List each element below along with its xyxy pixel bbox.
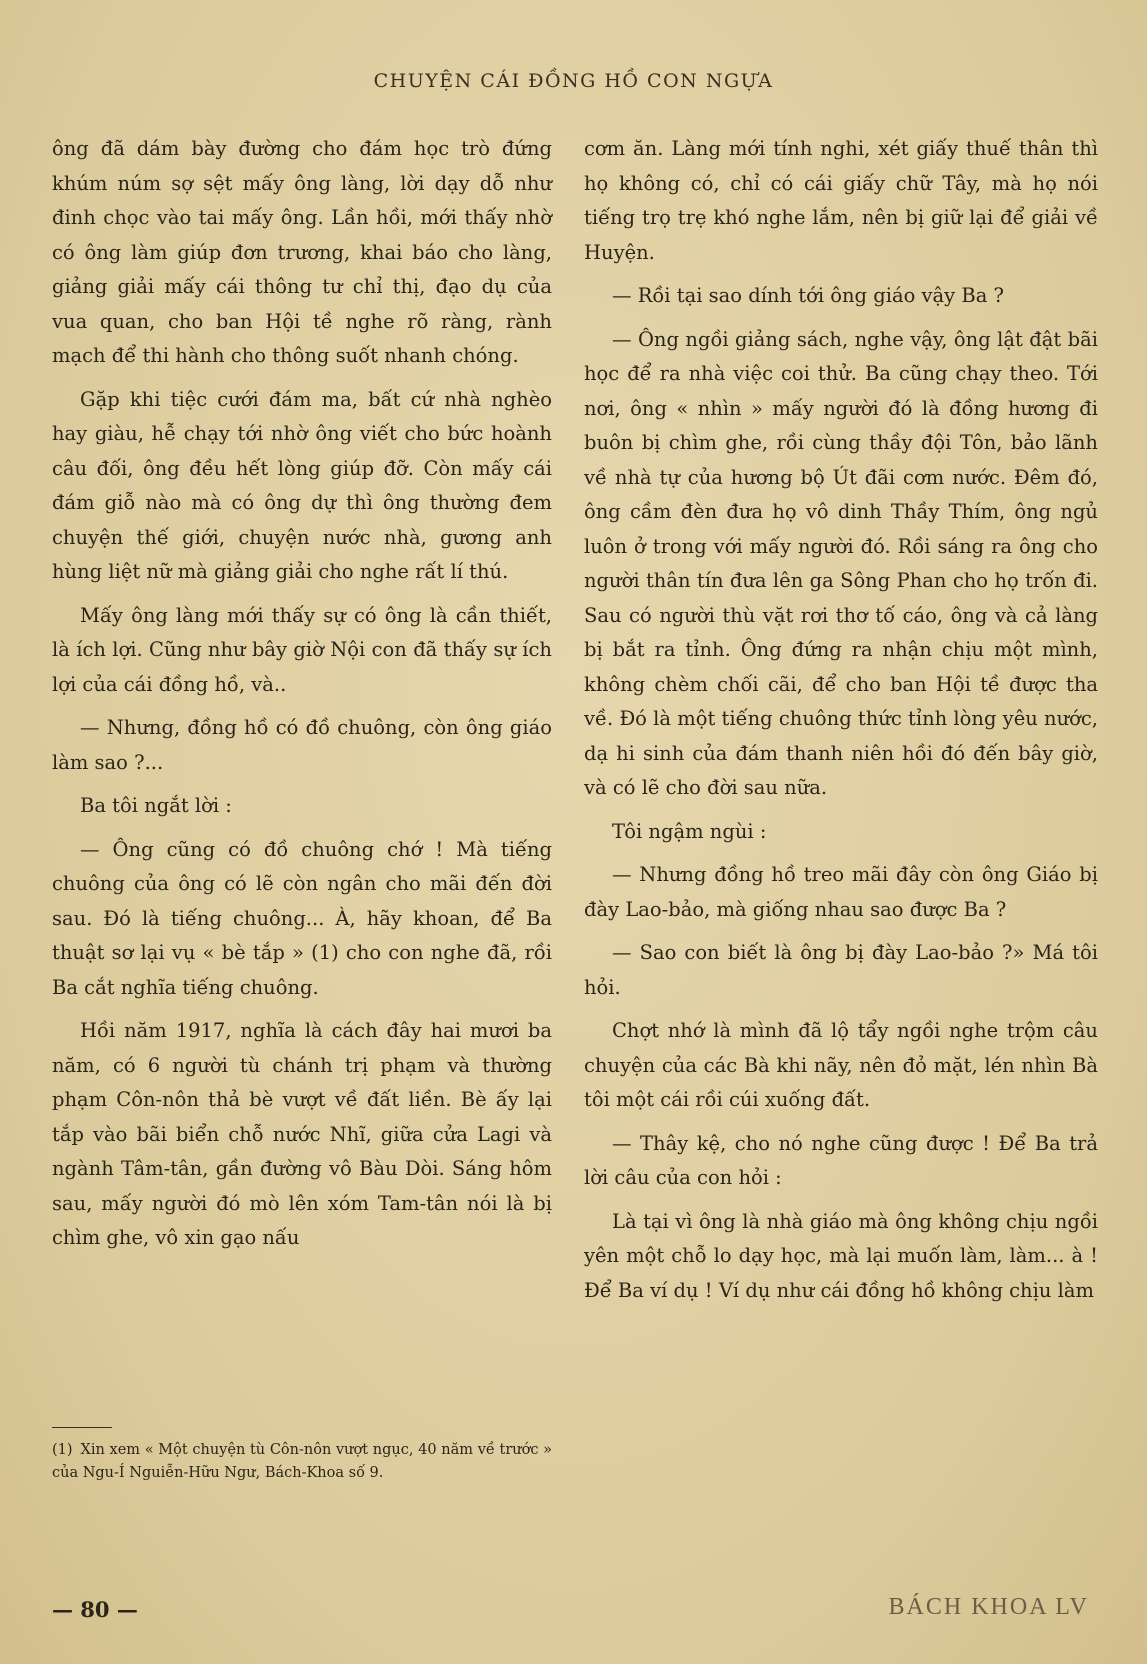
paragraph: — Nhưng, đồng hồ có đồ chuông, còn ông giáo làm sao ?... bbox=[52, 716, 552, 774]
paragraph: Hồi năm 1917, nghĩa là cách đây hai mươi ba năm, có 6 người tù chánh trị phạm và thường phạm Côn-nôn thả bè vượt về đất liền. Bè ấy lại tắp vào bãi biển chỗ nước Nhĩ, giữa cửa Lagi và ngành Tâm-tân, gần đường vô Bàu Dòi. Sáng hôm sau, mấy người đó mò lên xóm Tam-tân nói là bị chìm ghe, vô xin gạo nấu bbox=[52, 1019, 552, 1249]
footnote-divider bbox=[52, 1427, 112, 1428]
right-column bbox=[584, 132, 1098, 1317]
magazine-footer: BÁCH KHOA LV bbox=[888, 1594, 1089, 1620]
paragraph: Mấy ông làng mới thấy sự có ông là cần thiết, là ích lợi. Cũng như bây giờ Nội con đã thấy sự ích lợi của cái đồng hồ, và.. bbox=[52, 603, 552, 696]
footnote-marker: (1) bbox=[52, 1442, 73, 1458]
left-column bbox=[52, 132, 552, 1265]
paragraph: Là tại vì ông là nhà giáo mà ông không chịu ngồi yên một chỗ lo dạy học, mà lại muốn làm, làm... à ! Để Ba ví dụ ! Ví dụ như cái đồng hồ không chịu làm bbox=[584, 1209, 1098, 1302]
paragraph: Ba tôi ngắt lời : bbox=[80, 794, 232, 817]
paragraph: — Sao con biết là ông bị đày Lao-bảo ?» Má tôi hỏi. bbox=[584, 941, 1098, 999]
footnote bbox=[52, 1439, 552, 1485]
paragraph: Chợt nhớ là mình đã lộ tẩy ngồi nghe trộm câu chuyện của các Bà khi nãy, nên đỏ mặt, lén nhìn Bà tôi một cái rồi cúi xuống đất. bbox=[584, 1019, 1098, 1111]
paragraph: — Rồi tại sao dính tới ông giáo vậy Ba ? bbox=[612, 284, 1004, 307]
running-head-title: CHUYỆN CÁI ĐỒNG HỒ CON NGỰA bbox=[373, 70, 774, 92]
paragraph: ông đã dám bày đường cho đám học trò đứng khúm núm sợ sệt mấy ông làng, lời dạy dỗ như đinh chọc vào tai mấy ông. Lần hồi, mới thấy nhờ có ông làm giúp đơn trương, khai báo cho làng, giảng giải mấy cái thông tư chỉ thị, đạo dụ của vua quan, cho ban Hội tề nghe rõ ràng, rành mạch để thi hành cho thông suốt nhanh chóng. bbox=[52, 137, 552, 367]
paragraph: Tôi ngậm ngùi : bbox=[612, 819, 767, 843]
footnote-text: Xin xem « Một chuyện tù Côn-nôn vượt ngục, 40 năm về trước » của Ngu-Í Nguiễn-Hữu Ngư, Bách-Khoa số 9. bbox=[52, 1442, 552, 1481]
paragraph: — Ông cũng có đồ chuông chớ ! Mà tiếng chuông của ông có lẽ còn ngân cho mãi đến đời sau. Đó là tiếng chuông... À, hãy khoan, để Ba thuật sơ lại vụ « bè tắp » (1) cho con nghe đã, rồi Ba cắt nghĩa tiếng chuông. bbox=[52, 837, 552, 999]
page-number: — 80 — bbox=[52, 1597, 138, 1622]
paragraph: — Nhưng đồng hồ treo mãi đây còn ông Giáo bị đày Lao-bảo, mà giống nhau sao được Ba ? bbox=[584, 863, 1098, 921]
paragraph: Gặp khi tiệc cưới đám ma, bất cứ nhà nghèo hay giàu, hễ chạy tới nhờ ông viết cho bức hoành câu đối, ông đều hết lòng giúp đỡ. Còn mấy cái đám giỗ nào mà có ông dự thì ông thường đem chuyện thế giới, chuyện nước nhà, gương anh hùng liệt nữ mà giảng giải cho nghe rất lí thú. bbox=[52, 387, 552, 583]
paragraph: cơm ăn. Làng mới tính nghi, xét giấy thuế thân thì họ không có, chỉ có cái giấy chữ Tây, mà họ nói tiếng trọ trẹ khó nghe lắm, nên bị giữ lại để giải về Huyện. bbox=[584, 137, 1098, 264]
paragraph: — Ông ngồi giảng sách, nghe vậy, ông lật đật bãi học để ra nhà việc coi thử. Ba cũng chạy theo. Tới nơi, ông « nhìn » mấy người đó là đồng hương đi buôn bị chìm ghe, rồi cùng thầy đội Tôn, bảo lãnh về nhà tự của hương bộ Út đãi cơm nước. Đêm đó, ông cầm đèn đưa họ vô dinh Thầy Thím, ông ngủ luôn ở trong với mấy người đó. Rồi sáng ra ông cho người thân tín đưa lên ga Sông Phan cho họ trốn đi. Sau có người thù vặt rơi thơ tố cáo, ông và cả làng bị bắt ra tỉnh. Ông đứng ra nhận chịu một mình, không chèm chối cãi, để cho ban Hội tề được tha về. Đó là một tiếng chuông thức tỉnh lòng yêu nước, dạ hi sinh của đám thanh niên hồi đó đến bây giờ, và có lẽ cho đời sau nữa. bbox=[584, 327, 1098, 799]
paragraph: — Thây kệ, cho nó nghe cũng được ! Để Ba trả lời câu của con hỏi : bbox=[584, 1131, 1098, 1189]
